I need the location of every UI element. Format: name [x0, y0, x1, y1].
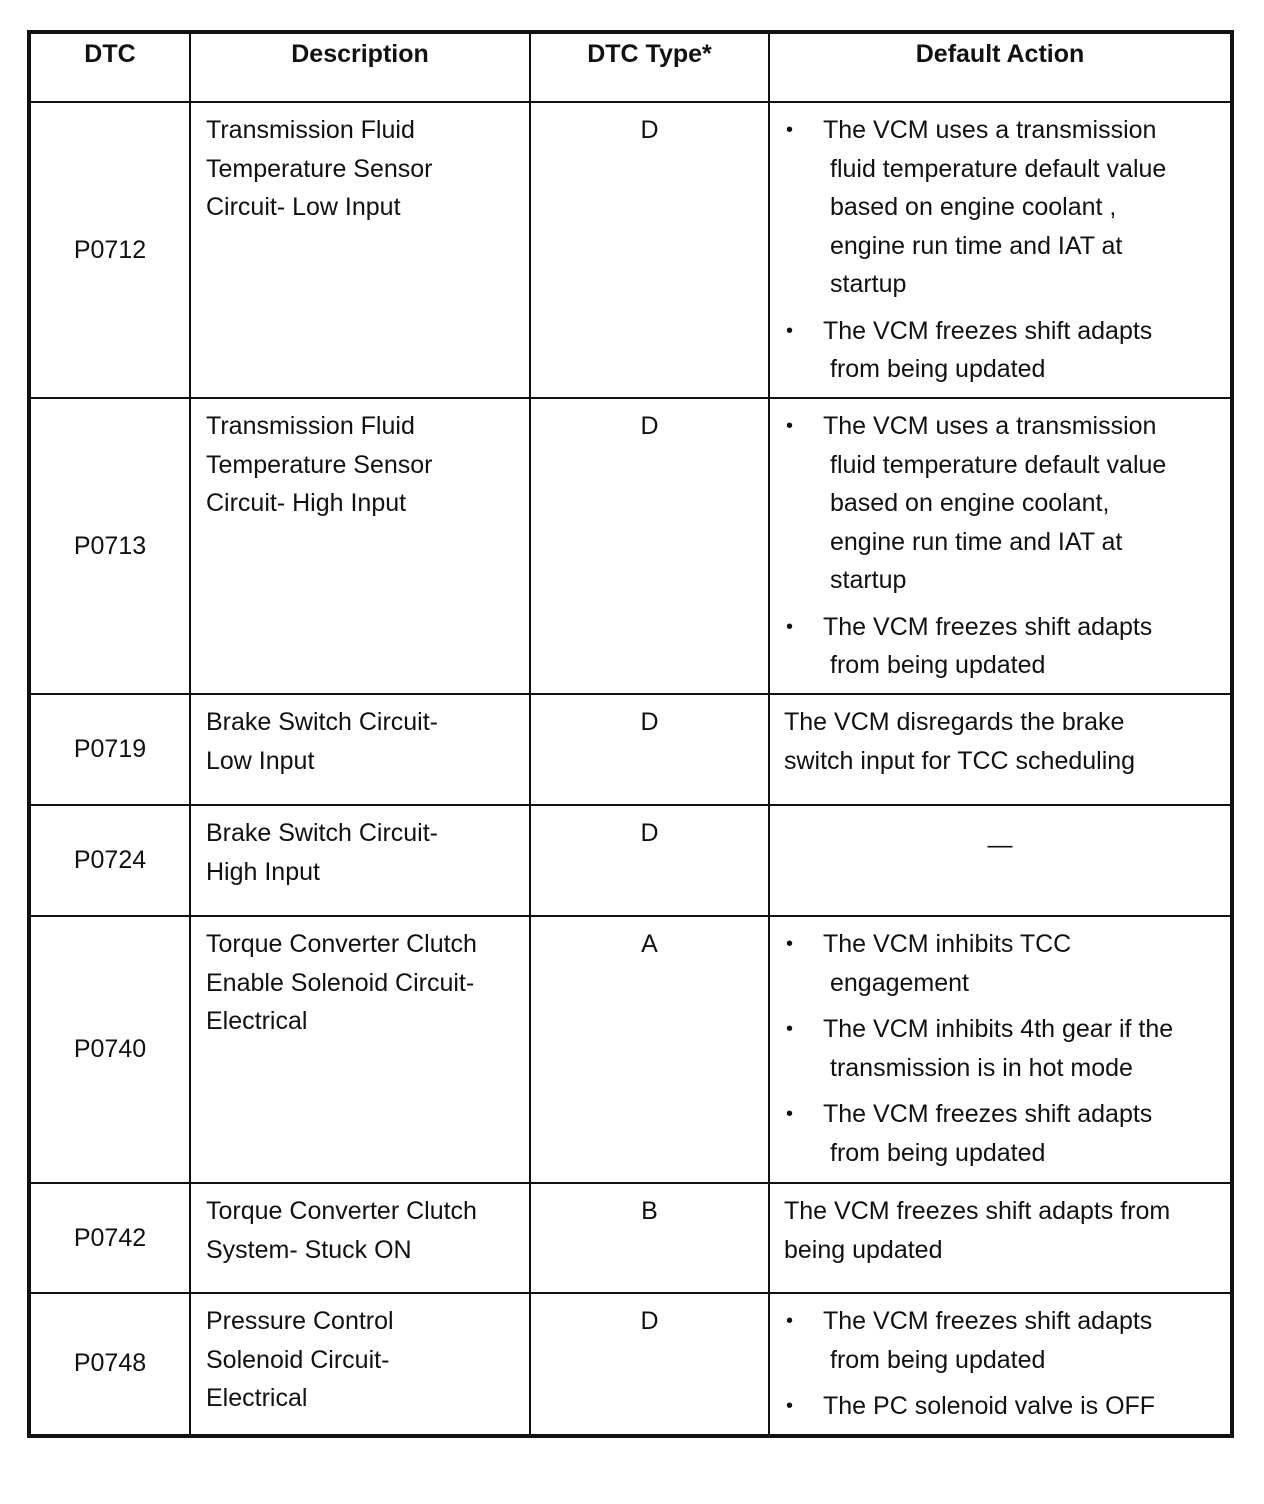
description-line: Torque Converter Clutch: [206, 1197, 477, 1225]
dtc-cell: [29, 805, 190, 916]
action-item: [784, 608, 1216, 685]
action-line: from being updated: [830, 355, 1046, 383]
dtc-type: D: [640, 819, 659, 847]
dtc-cell: [29, 102, 190, 398]
action-item: [784, 1387, 1216, 1426]
dtc-code: P0719: [73, 735, 147, 763]
dtc-type: B: [641, 1197, 658, 1225]
default-action-cell: [769, 805, 1232, 916]
dtc-type-cell: [530, 694, 769, 805]
action-line: based on engine coolant ,: [830, 193, 1117, 221]
dtc-cell: [29, 398, 190, 694]
table-row: [29, 916, 1232, 1183]
description-line: High Input: [206, 857, 320, 886]
action-item: [784, 407, 1216, 600]
table-row: [29, 694, 1232, 805]
action-line: The VCM freezes shift adapts from: [784, 1197, 1171, 1225]
dtc-code: P0742: [73, 1223, 147, 1252]
bullet-icon: •: [786, 1310, 794, 1332]
action-list: [784, 111, 1216, 389]
action-line: from being updated: [830, 1138, 1046, 1167]
table-row: [29, 805, 1232, 916]
dtc-code: P0713: [73, 531, 147, 560]
action-item: [784, 1302, 1216, 1379]
action-item: [784, 1095, 1216, 1172]
header-description: Description: [190, 32, 530, 102]
action-line: fluid temperature default value: [830, 450, 1167, 479]
action-line: The VCM freezes shift adapts: [823, 1307, 1153, 1335]
bullet-icon: •: [786, 1395, 794, 1417]
dtc-type: D: [640, 708, 659, 736]
description-cell: [190, 398, 530, 694]
description-line: Pressure Control: [206, 1307, 394, 1335]
description-cell: [190, 1183, 530, 1293]
action-line: engine run time and IAT at: [830, 231, 1123, 260]
empty-action-dash: —: [987, 831, 1013, 859]
action-line: The VCM inhibits TCC: [823, 930, 1072, 958]
dtc-cell: [29, 916, 190, 1183]
action-line: The VCM disregards the brake: [784, 708, 1125, 736]
description-line: Electrical: [206, 1384, 308, 1412]
action-line: fluid temperature default value: [830, 154, 1167, 183]
dtc-type: D: [640, 412, 659, 440]
description-cell: [190, 1293, 530, 1436]
description-line: Low Input: [206, 746, 315, 775]
description-line: Enable Solenoid Circuit-: [206, 968, 475, 997]
description-cell: [190, 102, 530, 398]
description-line: Brake Switch Circuit-: [206, 819, 438, 847]
description-line: Solenoid Circuit-: [206, 1345, 390, 1374]
action-line: The VCM uses a transmission: [823, 116, 1157, 144]
description-line: Transmission Fluid: [206, 116, 415, 144]
dtc-type-cell: [530, 916, 769, 1183]
action-line: The VCM inhibits 4th gear if the: [823, 1015, 1174, 1043]
default-action-cell: [769, 694, 1232, 805]
dtc-cell: [29, 694, 190, 805]
action-line: engine run time and IAT at: [830, 527, 1123, 556]
bullet-icon: •: [786, 319, 794, 342]
action-line: from being updated: [830, 1345, 1046, 1374]
dtc-type-cell: [530, 398, 769, 694]
action-item: [784, 925, 1216, 1002]
dtc-type-cell: [530, 1183, 769, 1293]
header-default-action: Default Action: [769, 32, 1232, 102]
description-line: Torque Converter Clutch: [206, 930, 477, 958]
table-row: [29, 1183, 1232, 1293]
dtc-cell: [29, 1183, 190, 1293]
dtc-type: D: [640, 1307, 659, 1335]
dtc-code: P0712: [73, 235, 147, 264]
description-line: Electrical: [206, 1007, 308, 1035]
dtc-code: P0740: [73, 1035, 147, 1063]
action-item: [784, 1010, 1216, 1087]
description-cell: [190, 916, 530, 1183]
action-item: [784, 312, 1216, 389]
dtc-type-cell: [530, 102, 769, 398]
description-cell: [190, 805, 530, 916]
default-action-cell: [769, 1293, 1232, 1436]
table-row: [29, 398, 1232, 694]
description-line: Transmission Fluid: [206, 412, 415, 440]
header-dtc: DTC: [29, 32, 190, 102]
bullet-icon: •: [786, 119, 794, 141]
default-action-cell: [769, 1183, 1232, 1293]
bullet-icon: •: [786, 1103, 794, 1125]
default-action-cell: [769, 916, 1232, 1183]
bullet-icon: •: [786, 933, 794, 955]
action-list: [784, 407, 1216, 685]
bullet-icon: •: [786, 1018, 794, 1040]
dtc-type: D: [640, 116, 659, 144]
description-line: System- Stuck ON: [206, 1235, 412, 1264]
action-line: being updated: [784, 1235, 943, 1264]
action-line: The PC solenoid valve is OFF: [823, 1392, 1156, 1420]
bullet-icon: •: [786, 415, 794, 437]
action-line: The VCM freezes shift adapts: [823, 1100, 1153, 1128]
action-list: [784, 1302, 1216, 1426]
description-line: Circuit- High Input: [206, 489, 407, 517]
action-item: [784, 111, 1216, 304]
dtc-code: P0724: [73, 846, 147, 874]
action-line: startup: [830, 270, 907, 298]
dtc-code: P0748: [73, 1349, 147, 1378]
action-line: from being updated: [830, 651, 1046, 679]
dtc-type: A: [641, 930, 658, 958]
default-action-cell: [769, 398, 1232, 694]
action-list: [784, 925, 1216, 1172]
description-cell: [190, 694, 530, 805]
dtc-type-cell: [530, 805, 769, 916]
description-line: Temperature Sensor: [206, 450, 433, 479]
action-line: engagement: [830, 968, 970, 997]
description-line: Brake Switch Circuit-: [206, 708, 438, 736]
action-line: switch input for TCC scheduling: [784, 746, 1136, 775]
dtc-type-cell: [530, 1293, 769, 1436]
header-row: [29, 32, 1232, 102]
dtc-table: [27, 30, 1234, 1438]
action-line: based on engine coolant,: [830, 489, 1110, 517]
action-line: startup: [830, 566, 907, 594]
action-line: The VCM freezes shift adapts: [823, 316, 1153, 345]
dtc-cell: [29, 1293, 190, 1436]
description-line: Temperature Sensor: [206, 154, 433, 183]
action-line: The VCM uses a transmission: [823, 412, 1157, 440]
action-line: The VCM freezes shift adapts: [823, 612, 1153, 641]
header-dtc-type: DTC Type*: [530, 32, 769, 102]
default-action-cell: [769, 102, 1232, 398]
table-row: [29, 1293, 1232, 1436]
action-line: transmission is in hot mode: [830, 1053, 1133, 1082]
bullet-icon: •: [786, 615, 794, 638]
table-row: [29, 102, 1232, 398]
description-line: Circuit- Low Input: [206, 193, 401, 221]
